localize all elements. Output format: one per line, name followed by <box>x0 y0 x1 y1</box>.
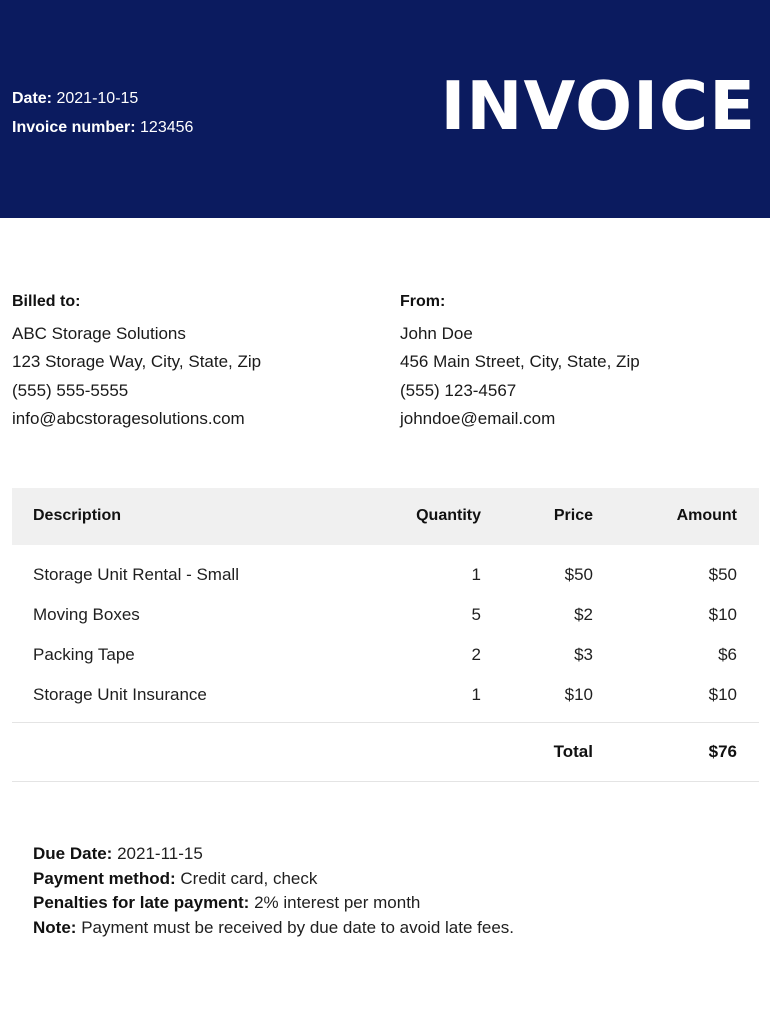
row-quantity: 1 <box>471 565 481 584</box>
payment-notes <box>33 842 514 940</box>
row-description: Storage Unit Rental - Small <box>33 565 239 584</box>
billed-to-name: ABC Storage Solutions <box>12 323 186 343</box>
due-date-line <box>33 842 514 867</box>
invoice-number-label: Invoice number: <box>12 119 136 136</box>
table-row <box>12 677 759 717</box>
header-quantity: Quantity <box>416 507 481 524</box>
penalty-value: 2% interest per month <box>254 893 421 912</box>
total-row <box>12 739 759 769</box>
total-label: Total <box>553 742 593 761</box>
invoice-number-line <box>12 113 193 142</box>
from-address: 456 Main Street, City, State, Zip <box>400 352 640 371</box>
row-price: $3 <box>574 645 593 664</box>
row-description: Storage Unit Insurance <box>33 685 207 704</box>
row-quantity: 5 <box>471 605 481 624</box>
row-amount: $6 <box>718 645 737 664</box>
table-row <box>12 557 759 597</box>
table-row <box>12 637 759 677</box>
billed-to-email: info@abcstoragesolutions.com <box>12 409 245 428</box>
header-description: Description <box>33 507 122 524</box>
payment-method-value: Credit card, check <box>180 868 318 888</box>
from-phone: (555) 123-4567 <box>400 380 517 400</box>
from-label: From: <box>400 293 446 310</box>
billed-to-block <box>12 288 261 434</box>
row-amount: $10 <box>708 605 737 624</box>
total-value: $76 <box>708 742 737 761</box>
payment-method-label: Payment method: <box>33 868 176 888</box>
table-divider <box>12 722 759 723</box>
invoice-meta <box>12 84 193 142</box>
note-line <box>33 916 514 941</box>
payment-method-line <box>33 867 514 892</box>
row-description: Moving Boxes <box>33 605 140 624</box>
row-description: Packing Tape <box>33 645 135 664</box>
note-label: Note: <box>33 917 77 937</box>
row-price: $50 <box>564 565 593 584</box>
table-header <box>12 488 759 545</box>
row-price: $2 <box>574 605 593 624</box>
invoice-number-value: 123456 <box>140 119 194 136</box>
note-value: Payment must be received by due date to avoid late fees. <box>81 917 514 937</box>
invoice-header <box>0 0 770 218</box>
date-line <box>12 84 193 113</box>
from-name: John Doe <box>400 323 473 343</box>
row-quantity: 1 <box>471 685 481 704</box>
header-price: Price <box>553 507 593 524</box>
billed-to-address: 123 Storage Way, City, State, Zip <box>12 352 262 371</box>
date-label: Date: <box>12 90 53 107</box>
row-quantity: 2 <box>471 645 481 664</box>
due-date-label: Due Date: <box>33 844 113 863</box>
penalty-label: Penalties for late payment: <box>33 893 250 912</box>
penalty-line <box>33 891 514 916</box>
table-row <box>12 597 759 637</box>
due-date-value: 2021-11-15 <box>117 844 203 863</box>
billed-to-label: Billed to: <box>12 293 81 310</box>
header-amount: Amount <box>676 507 737 524</box>
billed-to-phone: (555) 555-5555 <box>12 380 129 400</box>
row-price: $10 <box>564 685 593 704</box>
total-divider <box>12 781 759 782</box>
invoice-title: INVOICE <box>440 67 756 145</box>
from-block <box>400 288 640 434</box>
row-amount: $50 <box>708 565 737 584</box>
row-amount: $10 <box>708 685 737 704</box>
from-email: johndoe@email.com <box>400 409 556 428</box>
date-value: 2021-10-15 <box>56 90 139 107</box>
